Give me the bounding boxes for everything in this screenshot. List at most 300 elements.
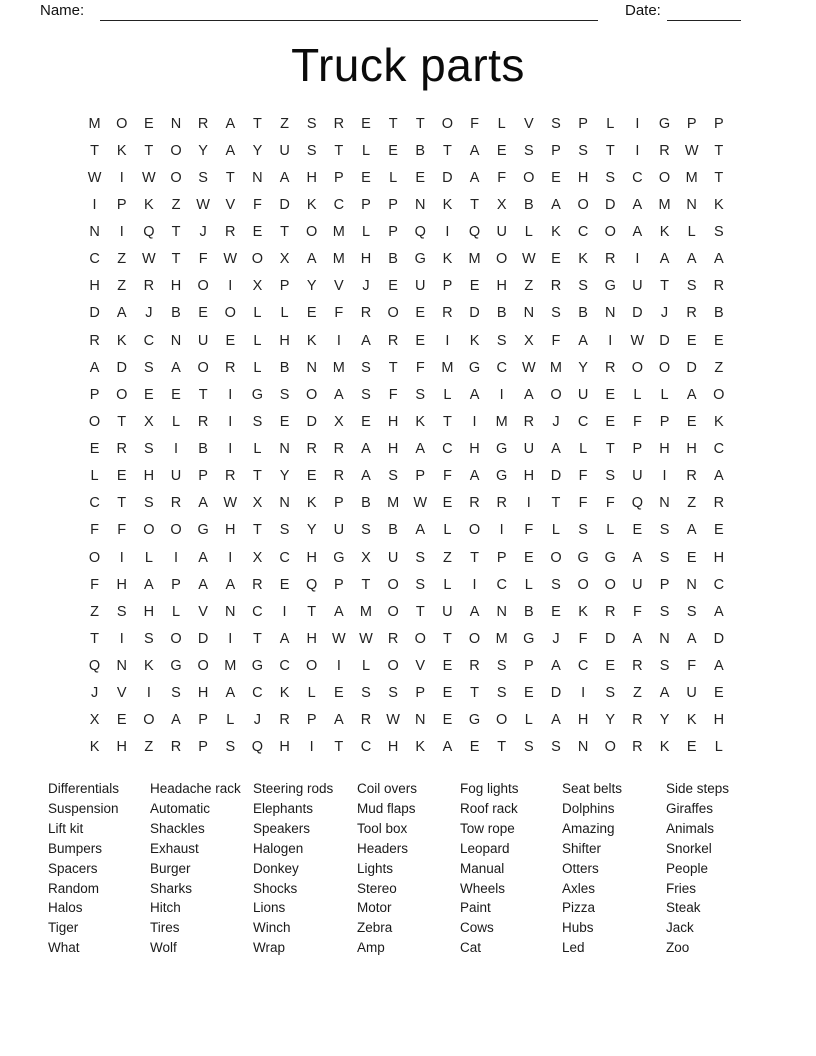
grid-letter: N xyxy=(686,576,697,593)
grid-letter: V xyxy=(225,196,236,213)
grid-letter: C xyxy=(577,658,589,675)
grid-letter: C xyxy=(143,332,155,349)
grid-letter: H xyxy=(225,522,236,539)
grid-letter: R xyxy=(170,739,182,756)
grid-letter: V xyxy=(334,278,344,295)
grid-letter: S xyxy=(496,658,507,675)
grid-letter: Y xyxy=(306,278,317,295)
grid-letter: U xyxy=(632,576,643,593)
grid-letter: F xyxy=(334,305,344,322)
grid-letter: A xyxy=(686,251,697,268)
grid-letter: E xyxy=(415,332,426,349)
word-list-item: Coil overs xyxy=(357,781,418,796)
grid-letter: T xyxy=(605,142,615,159)
grid-letter: R xyxy=(387,630,399,647)
grid-letter: N xyxy=(659,495,670,512)
grid-letter: P xyxy=(388,196,398,213)
grid-letter: I xyxy=(662,468,667,485)
grid-letter: E xyxy=(713,522,724,539)
grid-letter: S xyxy=(659,522,670,539)
grid-letter: O xyxy=(170,522,182,539)
word-list xyxy=(48,779,729,958)
grid-letter: I xyxy=(336,332,341,349)
grid-letter: P xyxy=(659,413,670,430)
grid-letter: S xyxy=(659,549,670,566)
grid-letter: I xyxy=(635,251,640,268)
grid-letter: S xyxy=(144,359,154,376)
grid-letter: H xyxy=(306,549,317,566)
grid-letter: S xyxy=(605,169,616,186)
grid-letter: J xyxy=(552,413,560,430)
grid-letter: C xyxy=(632,169,643,186)
grid-letter: O xyxy=(116,115,128,132)
grid-letter: Q xyxy=(251,739,264,756)
grid-letter: L xyxy=(389,169,398,186)
grid-letter: H xyxy=(496,278,507,295)
grid-letter: R xyxy=(360,305,372,322)
grid-letter: T xyxy=(252,522,262,539)
word-list-item: Zebra xyxy=(357,920,393,936)
grid-letter: Q xyxy=(468,224,481,241)
grid-letter: U xyxy=(686,685,697,702)
grid-letter: A xyxy=(334,712,344,729)
grid-letter: S xyxy=(578,522,588,539)
grid-letter: S xyxy=(144,441,154,458)
grid-letter: A xyxy=(171,712,181,729)
grid-letter: G xyxy=(251,658,264,675)
grid-letter: R xyxy=(170,495,182,512)
grid-letter: R xyxy=(632,658,643,675)
grid-letter: O xyxy=(387,658,399,675)
grid-letter: K xyxy=(578,603,588,620)
grid-letter: M xyxy=(549,359,562,376)
grid-letter: E xyxy=(198,305,208,322)
word-list-item: Zoo xyxy=(666,940,690,956)
grid-letter: S xyxy=(279,386,290,403)
grid-letter: H xyxy=(360,251,372,268)
grid-letter: K xyxy=(659,739,670,756)
grid-letter: N xyxy=(252,169,263,186)
grid-letter: P xyxy=(171,576,181,593)
grid-letter: B xyxy=(523,603,534,620)
grid-letter: P xyxy=(388,224,398,241)
grid-letter: O xyxy=(88,549,101,566)
grid-letter: D xyxy=(605,630,616,647)
word-list-item: Halos xyxy=(48,900,83,916)
grid-letter: L xyxy=(361,658,371,675)
grid-letter: M xyxy=(441,359,454,376)
grid-letter: A xyxy=(279,630,290,647)
grid-letter: P xyxy=(415,685,426,702)
grid-letter: S xyxy=(279,522,290,539)
grid-letter: N xyxy=(306,359,317,376)
grid-letter: E xyxy=(361,169,371,186)
grid-letter: S xyxy=(551,305,561,322)
grid-letter: L xyxy=(443,386,452,403)
grid-letter: L xyxy=(280,305,289,322)
grid-letter: K xyxy=(279,685,290,702)
grid-letter: I xyxy=(119,224,124,241)
grid-letter: M xyxy=(359,603,373,620)
grid-letter: A xyxy=(116,305,127,322)
grid-letter: B xyxy=(523,196,534,213)
grid-letter: G xyxy=(468,359,481,376)
grid-letter: K xyxy=(469,332,480,349)
word-list-column xyxy=(150,779,253,958)
grid-letter: W xyxy=(142,251,156,268)
grid-letter: I xyxy=(472,413,477,430)
word-list-item: Hitch xyxy=(150,900,181,916)
word-list-item: Speakers xyxy=(253,820,311,836)
grid-letter: A xyxy=(415,522,426,539)
grid-letter: R xyxy=(686,305,697,322)
grid-letter: B xyxy=(388,522,398,539)
grid-letter: K xyxy=(144,196,154,213)
grid-letter: A xyxy=(686,630,697,647)
grid-letter: O xyxy=(523,169,535,186)
grid-letter: A xyxy=(659,685,670,702)
grid-letter: O xyxy=(468,522,481,539)
grid-letter: S xyxy=(415,576,426,593)
grid-letter: I xyxy=(228,386,233,403)
grid-letter: G xyxy=(414,251,426,268)
grid-letter: O xyxy=(170,142,182,159)
grid-letter: L xyxy=(714,739,723,756)
grid-letter: S xyxy=(605,468,616,485)
word-list-item: Cows xyxy=(460,920,494,936)
grid-letter: R xyxy=(197,413,209,430)
grid-letter: L xyxy=(144,549,153,566)
grid-letter: S xyxy=(551,576,561,593)
grid-letter: S xyxy=(144,630,154,647)
grid-letter: G xyxy=(658,115,671,132)
grid-letter: N xyxy=(659,630,670,647)
grid-letter: L xyxy=(606,522,615,539)
grid-letter: F xyxy=(578,630,588,647)
grid-letter: C xyxy=(89,495,100,512)
grid-letter: H xyxy=(686,441,697,458)
grid-letter: T xyxy=(171,251,181,268)
grid-letter: F xyxy=(470,115,479,132)
grid-letter: D xyxy=(713,630,725,647)
grid-letter: U xyxy=(632,468,643,485)
grid-letter: L xyxy=(497,115,506,132)
grid-letter: T xyxy=(280,224,289,241)
grid-letter: Z xyxy=(144,739,154,756)
word-list-item: Lift kit xyxy=(48,820,84,836)
grid-letter: E xyxy=(523,685,534,702)
word-list-item: Steak xyxy=(666,900,701,916)
word-list-item: Donkey xyxy=(253,860,299,876)
grid-letter: A xyxy=(225,115,236,132)
grid-letter: H xyxy=(469,441,480,458)
grid-letter: B xyxy=(415,142,426,159)
grid-letter: K xyxy=(144,658,154,675)
grid-letter: O xyxy=(387,305,399,322)
grid-letter: K xyxy=(306,196,317,213)
grid-letter: P xyxy=(306,712,317,729)
grid-letter: H xyxy=(387,739,399,756)
grid-letter: P xyxy=(659,576,670,593)
word-list-item: Winch xyxy=(253,920,291,936)
grid-letter: R xyxy=(116,441,127,458)
grid-letter: A xyxy=(578,332,588,349)
word-list-item: Amazing xyxy=(562,820,615,836)
grid-letter: O xyxy=(604,739,616,756)
grid-letter: T xyxy=(117,495,127,512)
grid-letter: I xyxy=(173,441,178,458)
grid-letter: T xyxy=(470,196,479,213)
grid-letter: R xyxy=(605,251,616,268)
grid-letter: N xyxy=(415,712,426,729)
grid-letter: W xyxy=(684,142,699,159)
word-list-item: Jack xyxy=(666,920,694,936)
grid-letter: O xyxy=(143,712,155,729)
grid-letter: K xyxy=(306,495,317,512)
grid-letter: O xyxy=(658,169,671,186)
grid-letter: A xyxy=(225,576,236,593)
grid-letter: D xyxy=(469,305,480,322)
grid-letter: G xyxy=(496,441,508,458)
grid-letter: R xyxy=(252,576,263,593)
grid-letter: W xyxy=(521,359,536,376)
grid-letter: F xyxy=(605,495,615,512)
word-list-item: Dolphins xyxy=(562,800,615,816)
grid-letter: G xyxy=(468,712,481,729)
grid-letter: O xyxy=(197,359,209,376)
grid-letter: T xyxy=(497,739,507,756)
grid-letter: A xyxy=(632,630,643,647)
grid-letter: A xyxy=(306,251,317,268)
grid-letter: A xyxy=(225,685,236,702)
grid-letter: E xyxy=(686,549,697,566)
date-blank-line xyxy=(667,0,741,21)
grid-letter: L xyxy=(361,142,371,159)
word-list-item: Snorkel xyxy=(666,840,712,856)
grid-letter: A xyxy=(713,251,724,268)
grid-letter: A xyxy=(523,386,534,403)
grid-letter: E xyxy=(144,386,154,403)
grid-letter: U xyxy=(442,603,453,620)
word-list-column xyxy=(562,779,666,958)
grid-letter: Y xyxy=(605,712,616,729)
grid-letter: O xyxy=(387,603,399,620)
grid-letter: S xyxy=(198,169,208,186)
grid-letter: A xyxy=(713,468,724,485)
grid-letter: U xyxy=(197,332,209,349)
grid-letter: W xyxy=(630,332,645,349)
grid-letter: S xyxy=(659,603,670,620)
grid-letter: K xyxy=(713,196,724,213)
puzzle-title: Truck parts xyxy=(291,39,525,91)
grid-letter: O xyxy=(658,359,671,376)
word-list-item: Random xyxy=(48,880,100,896)
grid-letter: S xyxy=(686,278,697,295)
name-label: Name: xyxy=(40,2,85,19)
grid-letter: N xyxy=(170,332,182,349)
grid-letter: Q xyxy=(631,495,644,512)
grid-letter: A xyxy=(686,522,697,539)
grid-letter: I xyxy=(228,630,233,647)
grid-letter: H xyxy=(170,278,182,295)
grid-letter: E xyxy=(279,413,290,430)
grid-letter: L xyxy=(524,712,533,729)
grid-letter: C xyxy=(279,658,290,675)
word-list-item: Exhaust xyxy=(150,840,199,856)
grid-letter: F xyxy=(90,576,99,593)
word-list-item: Wolf xyxy=(150,940,177,956)
grid-letter: L xyxy=(253,305,262,322)
grid-letter: E xyxy=(306,305,317,322)
grid-letter: R xyxy=(686,468,697,485)
grid-letter: L xyxy=(307,685,316,702)
grid-letter: P xyxy=(578,115,588,132)
grid-letter: O xyxy=(116,386,128,403)
grid-letter: D xyxy=(686,359,697,376)
grid-letter: A xyxy=(334,603,344,620)
grid-letter: R xyxy=(550,278,562,295)
grid-letter: D xyxy=(306,413,317,430)
word-list-item: Cat xyxy=(460,940,482,956)
grid-letter: E xyxy=(89,441,100,458)
grid-letter: W xyxy=(142,169,156,186)
word-list-item: Shifter xyxy=(562,840,602,856)
word-list-item: Giraffes xyxy=(666,800,714,816)
grid-letter: P xyxy=(334,495,344,512)
grid-letter: S xyxy=(578,278,588,295)
grid-letter: T xyxy=(714,169,724,186)
grid-letter: B xyxy=(578,305,588,322)
grid-letter: R xyxy=(360,712,372,729)
grid-letter: Z xyxy=(714,359,724,376)
grid-letter: N xyxy=(116,658,127,675)
grid-letter: R xyxy=(225,359,236,376)
grid-letter: J xyxy=(552,630,560,647)
grid-letter: M xyxy=(88,115,101,132)
grid-letter: R xyxy=(605,359,616,376)
word-list-item: Bumpers xyxy=(48,840,103,856)
grid-letter: D xyxy=(197,630,209,647)
grid-letter: C xyxy=(360,739,372,756)
grid-letter: G xyxy=(197,522,209,539)
grid-letter: O xyxy=(306,386,318,403)
grid-letter: F xyxy=(551,332,561,349)
grid-letter: E xyxy=(252,224,263,241)
name-blank-line xyxy=(100,0,598,21)
grid-letter: S xyxy=(252,413,263,430)
grid-letter: L xyxy=(171,413,181,430)
grid-letter: W xyxy=(223,495,238,512)
grid-letter: E xyxy=(713,685,724,702)
grid-letter: O xyxy=(143,522,155,539)
grid-letter: W xyxy=(413,495,428,512)
grid-letter: F xyxy=(117,522,127,539)
grid-letter: D xyxy=(279,196,290,213)
grid-letter: O xyxy=(387,576,399,593)
grid-letter: K xyxy=(713,413,724,430)
grid-letter: M xyxy=(332,359,345,376)
grid-letter: A xyxy=(334,386,344,403)
grid-letter: E xyxy=(523,549,534,566)
grid-letter: E xyxy=(469,278,480,295)
grid-letter: P xyxy=(89,386,100,403)
grid-letter: I xyxy=(635,142,640,159)
grid-letter: E xyxy=(442,658,453,675)
grid-letter: P xyxy=(415,468,426,485)
grid-letter: A xyxy=(551,658,561,675)
grid-letter: T xyxy=(361,576,371,593)
grid-letter: Z xyxy=(171,196,181,213)
date-label: Date: xyxy=(625,2,661,19)
grid-letter: R xyxy=(387,332,399,349)
grid-letter: W xyxy=(196,196,210,213)
grid-letter: K xyxy=(442,251,453,268)
grid-letter: C xyxy=(333,196,345,213)
grid-letter: T xyxy=(225,169,235,186)
grid-letter: C xyxy=(713,441,725,458)
grid-letter: N xyxy=(605,305,616,322)
grid-letter: E xyxy=(686,413,697,430)
grid-letter: T xyxy=(198,386,208,403)
grid-letter: X xyxy=(361,549,371,566)
grid-letter: E xyxy=(551,603,561,620)
grid-letter: N xyxy=(415,196,426,213)
grid-letter: Z xyxy=(280,115,289,132)
grid-letter: W xyxy=(223,251,238,268)
grid-letter: S xyxy=(523,739,534,756)
word-list-column xyxy=(666,779,729,958)
grid-letter: K xyxy=(442,196,453,213)
grid-letter: H xyxy=(143,603,155,620)
word-list-item: Otters xyxy=(562,860,599,876)
grid-letter: Y xyxy=(279,468,290,485)
grid-letter: I xyxy=(445,332,450,349)
grid-letter: H xyxy=(387,413,399,430)
word-search-grid xyxy=(81,110,732,761)
grid-letter: W xyxy=(386,712,400,729)
word-list-item: Spacers xyxy=(48,860,98,876)
grid-letter: T xyxy=(714,142,724,159)
grid-letter: D xyxy=(89,305,100,322)
grid-letter: G xyxy=(577,549,589,566)
grid-letter: F xyxy=(90,522,99,539)
grid-letter: K xyxy=(89,739,100,756)
grid-letter: I xyxy=(445,224,450,241)
grid-letter: E xyxy=(225,332,236,349)
word-list-item: What xyxy=(48,940,80,956)
grid-letter: F xyxy=(524,522,534,539)
word-list-item: Stereo xyxy=(357,880,397,896)
grid-letter: X xyxy=(252,495,263,512)
grid-letter: N xyxy=(577,739,589,756)
grid-letter: S xyxy=(388,685,398,702)
grid-letter: P xyxy=(551,142,561,159)
grid-letter: E xyxy=(415,169,426,186)
grid-letter: A xyxy=(713,603,724,620)
grid-letter: S xyxy=(659,658,670,675)
grid-letter: U xyxy=(523,441,535,458)
grid-letter: B xyxy=(279,359,290,376)
word-list-item: Seat belts xyxy=(562,781,623,796)
grid-letter: A xyxy=(632,196,643,213)
grid-letter: M xyxy=(387,495,400,512)
grid-letter: E xyxy=(442,685,453,702)
grid-letter: O xyxy=(88,413,101,430)
grid-letter: I xyxy=(499,386,504,403)
grid-letter: R xyxy=(143,278,155,295)
grid-letter: U xyxy=(170,468,182,485)
grid-letter: A xyxy=(551,196,561,213)
